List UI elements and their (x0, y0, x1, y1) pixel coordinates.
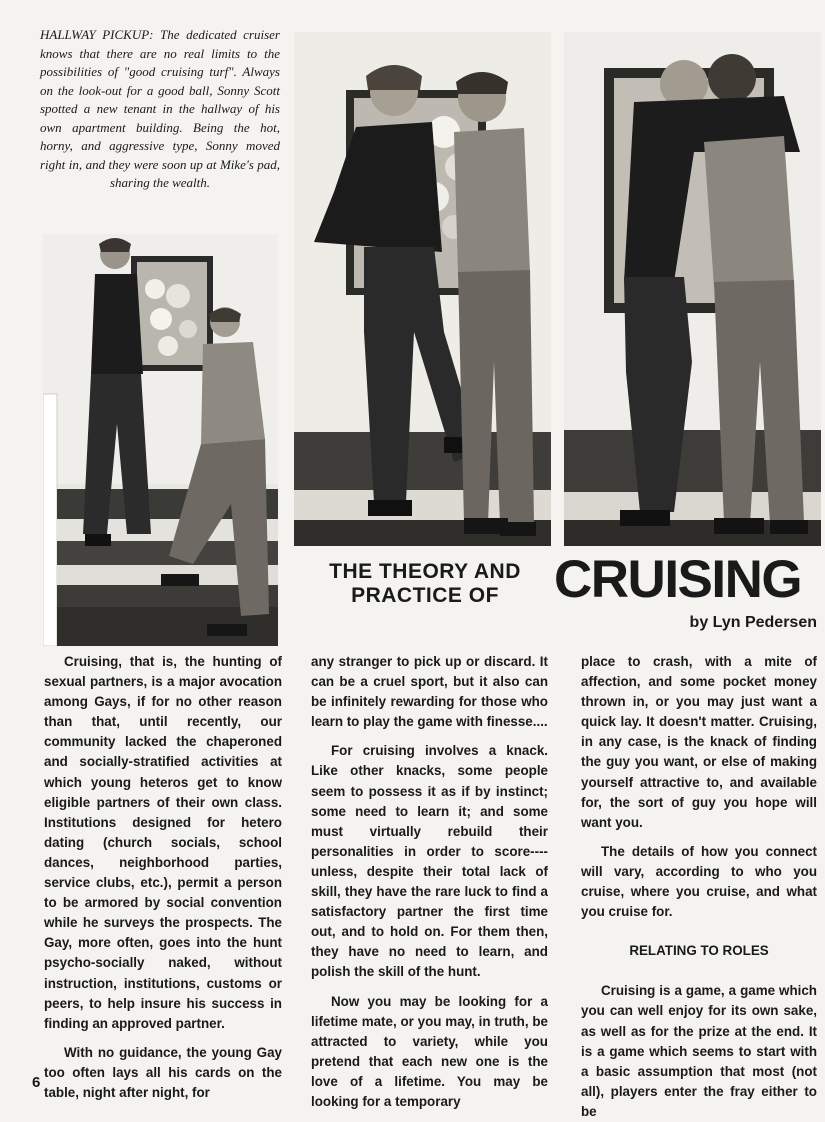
photo-caption: HALLWAY PICKUP: The dedicated cruiser knows that there are no real limits to the possibilities of "good cruising turf". Always on the look-out for a good ball, Sonny Scott spotted a new tenant in the hallway of his own apartment building. Being the hot, horny, and aggressive type, Sonny moved right in, and they were soon up at Mike's pad, sharing the wealth. (40, 27, 280, 190)
paragraph: Now you may be looking for a lifetime mate, or you may, in truth, be attracted to variety, while you pretend that each new one is the love of a lifetime. You may be looking for a temporary (311, 993, 548, 1109)
page-number: 6 (32, 1074, 41, 1091)
byline: by Lyn Pedersen (689, 614, 817, 631)
article-column-1 (44, 652, 282, 1103)
title-main: CRUISING (554, 550, 802, 609)
paragraph: With no guidance, the young Gay too often lays all his cards on the table, night after night, for (44, 1044, 282, 1100)
photo-stairwell (43, 234, 278, 646)
section-subhead: RELATING TO ROLES (629, 943, 769, 959)
title-small: THE THEORY AND PRACTICE OF (329, 560, 521, 607)
paragraph: any stranger to pick up or discard. It can be a cruel sport, but it also can be infinitely rewarding for those who learn to play the game with finesse.... (311, 654, 548, 730)
paragraph: The details of how you connect will vary, according to who you cruise, where you cruise, and what you cruise for. (581, 843, 817, 920)
article-column-2 (311, 652, 548, 1112)
paragraph: Cruising, that is, the hunting of sexual partners, is a major avocation among Gays, if for no other reason than that, until recently, our community lacked the chaperoned and socially-stratified activities at which young heteros get to know eligible partners of their own class. Institutions designed for hetero dating (church socials, school dances, neighborhood parties, service clubs, etc.), permit a person to be armored by social convention while he surveys the prospects. The Gay, more often, goes into the hunt psycho-socially naked, without instruction, institutions, customs or peers, to help insure his success in finding an approved partner. (44, 654, 282, 1031)
paragraph: place to crash, with a mite of affection, and some pocket money thrown in, or you may just want a quick lay. It doesn't matter. Cruising, in any case, is the knack of finding the guy you want, or else of making yourself attractive to, and available for, the sort of guy you hope will want you. (581, 654, 817, 830)
paragraph: Cruising is a game, a game which you can well enjoy for its own sake, as well as for the prize at the end. It is a game which seems to start with a basic assumption that most (not all), players enter the fray either to be (581, 983, 817, 1119)
article-column-3 (581, 652, 817, 1122)
paragraph: For cruising involves a knack. Like other knacks, some people seem to possess it as if by instinct; some need to learn it; and some must virtually rebuild their personalities in order to score----unless, despite their total lack of skill, they have the rare luck to find a satisfactory partner the first time out, and to hold on. For them then, they have no need to learn, and polish the skill of the hunt. (311, 743, 548, 980)
photo-hallway-encounter (294, 32, 551, 546)
photo-embrace (564, 32, 821, 546)
